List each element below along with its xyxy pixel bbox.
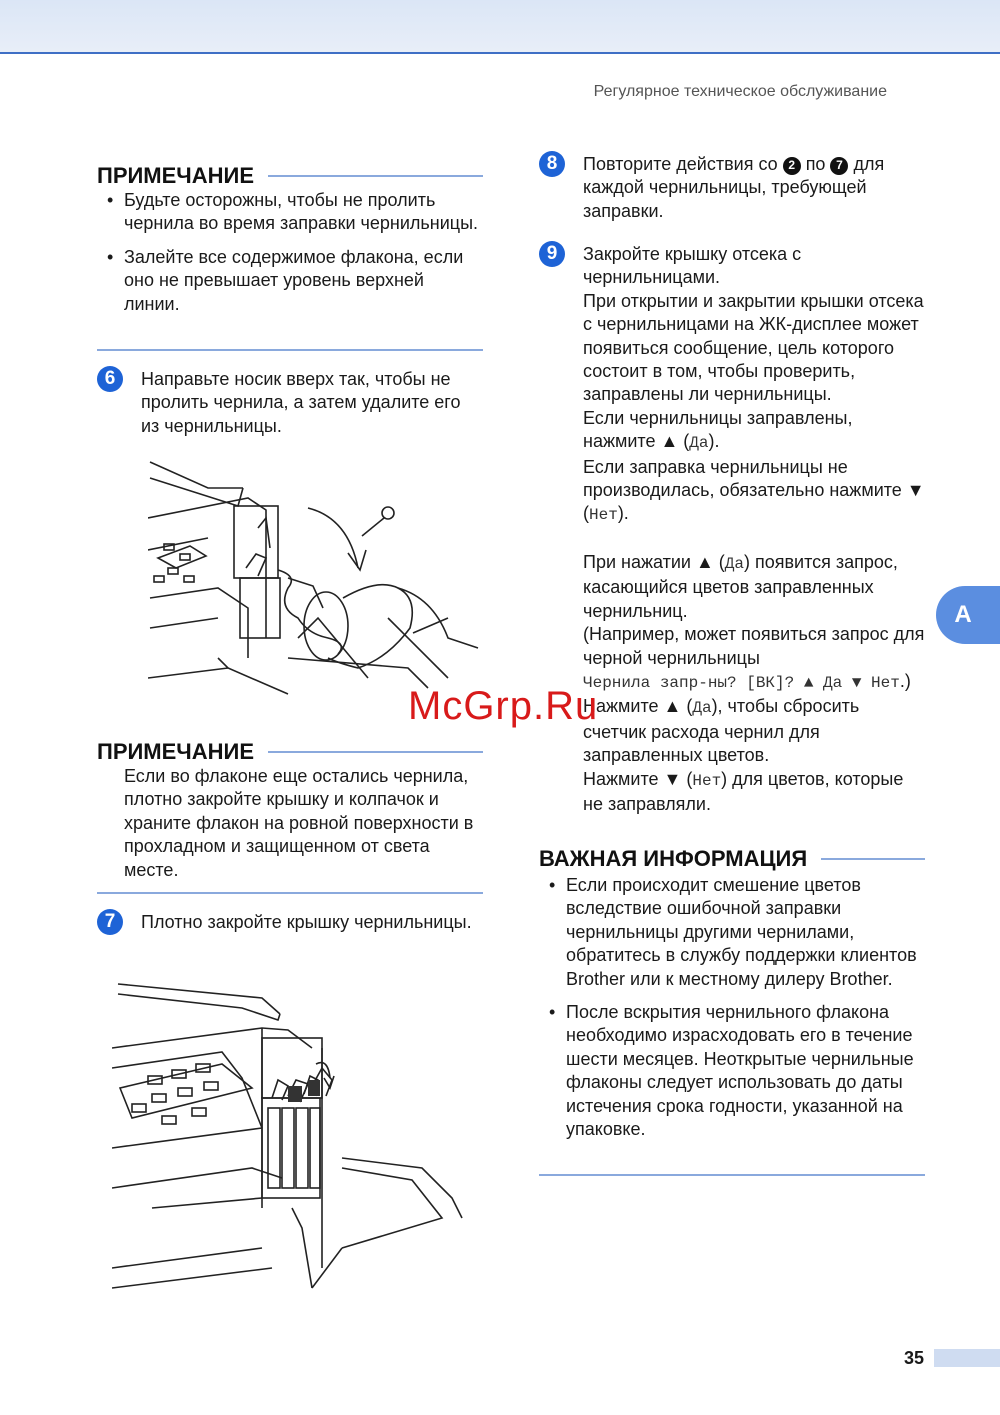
step-number-badge: 6 bbox=[97, 366, 123, 392]
note-divider bbox=[97, 892, 483, 894]
step-7 bbox=[97, 911, 483, 935]
illustration-close-cap bbox=[112, 968, 472, 1298]
step9-para: Если заправка чернильницы не производилась, обязательно нажмите ▼ (Нет). bbox=[583, 456, 925, 525]
note-body-2: Если во флаконе еще остались чернила, плотно закройте крышку и колпачок и храните флакон на ровной поверхности в прохладном и защищенном от света месте. bbox=[124, 766, 474, 880]
step-number-badge: 8 bbox=[539, 151, 565, 177]
note-divider bbox=[97, 349, 483, 351]
step-ref-badge: 7 bbox=[830, 157, 848, 175]
page-number: 35 bbox=[904, 1348, 925, 1368]
step9-para: При нажатии ▲ (Да) появится запрос, касающийся цветов заправленных чернильниц. bbox=[583, 551, 898, 621]
step-9 bbox=[539, 243, 925, 816]
step9-para: Если чернильницы заправлены, нажмите ▲ (Да). bbox=[583, 407, 853, 453]
page-number-bar bbox=[934, 1349, 1000, 1367]
important-bullet: • После вскрытия чернильного флакона необходимо израсходовать его в течение шести месяцев. Неоткрытые чернильные флаконы следует использовать до даты истечения срока годности, указанной на упаковке. bbox=[539, 1001, 925, 1141]
step9-para: (Например, может появиться запрос для черной чернильницы Чернила запр-ны? [ВК]? ▲ Да ▼ Нет.) bbox=[583, 624, 925, 692]
watermark: McGrp.Ru bbox=[408, 684, 599, 728]
step-text: Направьте носик вверх так, чтобы не пролить чернила, а затем удалите его из чернильницы. bbox=[141, 369, 461, 436]
top-header-bar bbox=[0, 0, 1000, 54]
illustration-remove-bottle bbox=[148, 458, 488, 698]
note-bullet: • Залейте все содержимое флакона, если оно не превышает уровень верхней линии. bbox=[97, 246, 483, 316]
step-6 bbox=[97, 368, 483, 438]
note-heading-1: ПРИМЕЧАНИЕ bbox=[97, 163, 483, 189]
step-text: Повторите действия со 2 по 7 для каждой чернильницы, требующей заправки. bbox=[583, 154, 885, 221]
running-header: Регулярное техническое обслуживание bbox=[593, 83, 887, 100]
step-text bbox=[583, 243, 925, 816]
step9-para: Нажмите ▲ (Да), чтобы сбросить счетчик расхода чернил для заправленных цветов. bbox=[583, 696, 860, 766]
note-heading-2: ПРИМЕЧАНИЕ bbox=[97, 739, 483, 765]
step-number-badge: 9 bbox=[539, 241, 565, 267]
important-body bbox=[539, 874, 925, 1151]
step-ref-badge: 2 bbox=[783, 157, 801, 175]
chapter-tab: A bbox=[936, 586, 1000, 644]
note-body-1 bbox=[97, 189, 483, 326]
step-8 bbox=[539, 153, 925, 223]
important-heading: ВАЖНАЯ ИНФОРМАЦИЯ bbox=[539, 846, 925, 872]
step-text: Плотно закройте крышку чернильницы. bbox=[141, 912, 472, 932]
note-bullet: • Будьте осторожны, чтобы не пролить чернила во время заправки чернильницы. bbox=[97, 189, 483, 236]
step-number-badge: 7 bbox=[97, 909, 123, 935]
important-bullet: • Если происходит смешение цветов вследствие ошибочной заправки чернильницы другими чернилами, обратитесь в службу поддержки клиентов Brother или к местному дилеру Brother. bbox=[539, 874, 925, 991]
step9-para: Закройте крышку отсека с чернильницами. bbox=[583, 244, 802, 288]
step9-para: При открытии и закрытии крышки отсека с чернильницами на ЖК-дисплее может появиться сообщение, цель которого состоит в том, чтобы проверить, заправлены ли чернильницы. bbox=[583, 290, 924, 405]
important-divider bbox=[539, 1174, 925, 1176]
step9-para: Нажмите ▼ (Нет) для цветов, которые не заправляли. bbox=[583, 768, 904, 814]
